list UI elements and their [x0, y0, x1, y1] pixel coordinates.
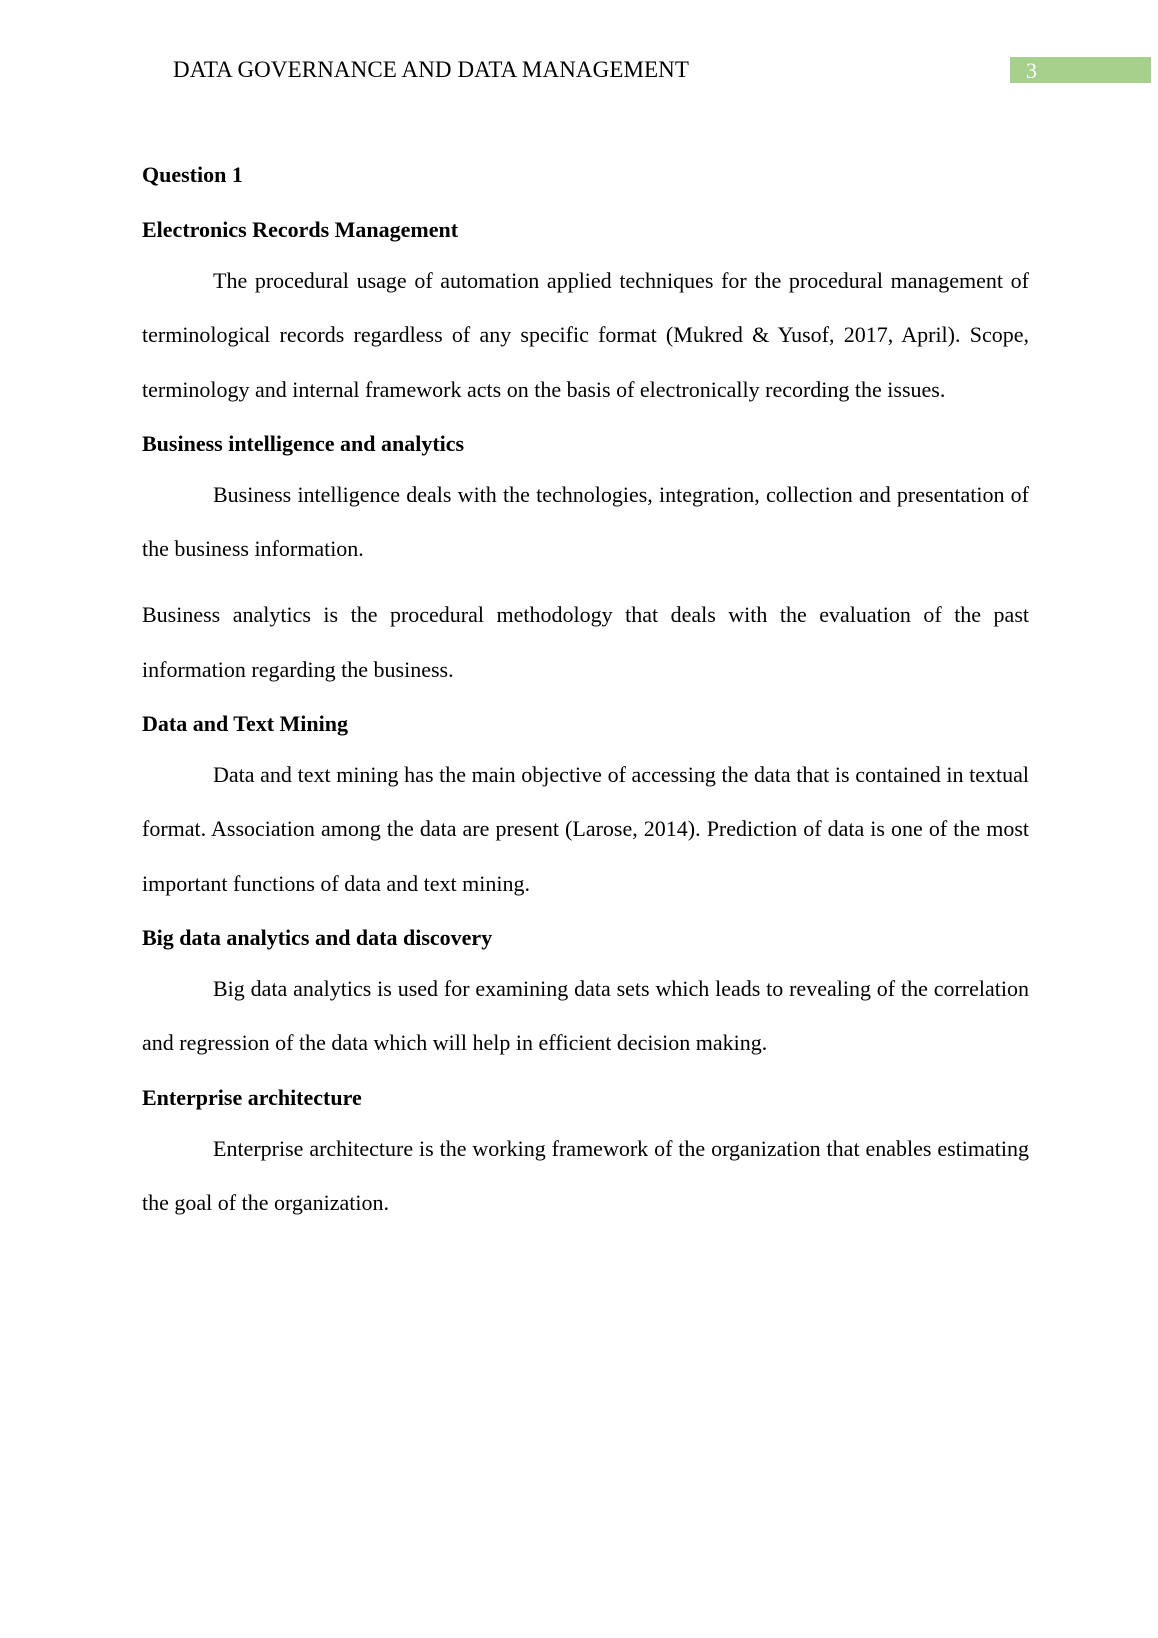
section-heading-big-data: Big data analytics and data discovery	[142, 924, 493, 950]
section-heading-data-text-mining: Data and Text Mining	[142, 711, 348, 737]
page-number-badge: 3	[1010, 57, 1151, 83]
paragraph-business-intelligence: Business intelligence deals with the technologies, integration, collection and presentation of the business information.	[142, 481, 1029, 562]
section-heading-electronic-records: Electronics Records Management	[142, 217, 459, 242]
paragraph-data-text-mining: Data and text mining has the main objective of accessing the data that is contained in textual format. Association among the data are present (Larose, 2014). Prediction of data is one of the most important functions of data and text mining.	[142, 762, 1029, 896]
running-header: DATA GOVERNANCE AND DATA MANAGEMENT	[173, 57, 690, 82]
section-heading-enterprise-architecture: Enterprise architecture	[142, 1084, 362, 1110]
question-heading: Question 1	[142, 162, 243, 187]
section-heading-business-intelligence: Business intelligence and analytics	[142, 430, 465, 456]
paragraph-enterprise-architecture: Enterprise architecture is the working framework of the organization that enables estimating the goal of the organization.	[142, 1135, 1029, 1215]
document-body	[142, 160, 1029, 1230]
paragraph-big-data: Big data analytics is used for examining data sets which leads to revealing of the correlation and regression of the data which will help in efficient decision making.	[142, 975, 1029, 1056]
paragraph-electronic-records: The procedural usage of automation applied techniques for the procedural management of terminological records regardless of any specific format (Mukred & Yusof, 2017, April). Scope, terminology and internal framework acts on the basis of electronically recording the issues.	[142, 268, 1029, 402]
paragraph-business-analytics: Business analytics is the procedural methodology that deals with the evaluation of the past information regarding the business.	[142, 602, 1029, 682]
